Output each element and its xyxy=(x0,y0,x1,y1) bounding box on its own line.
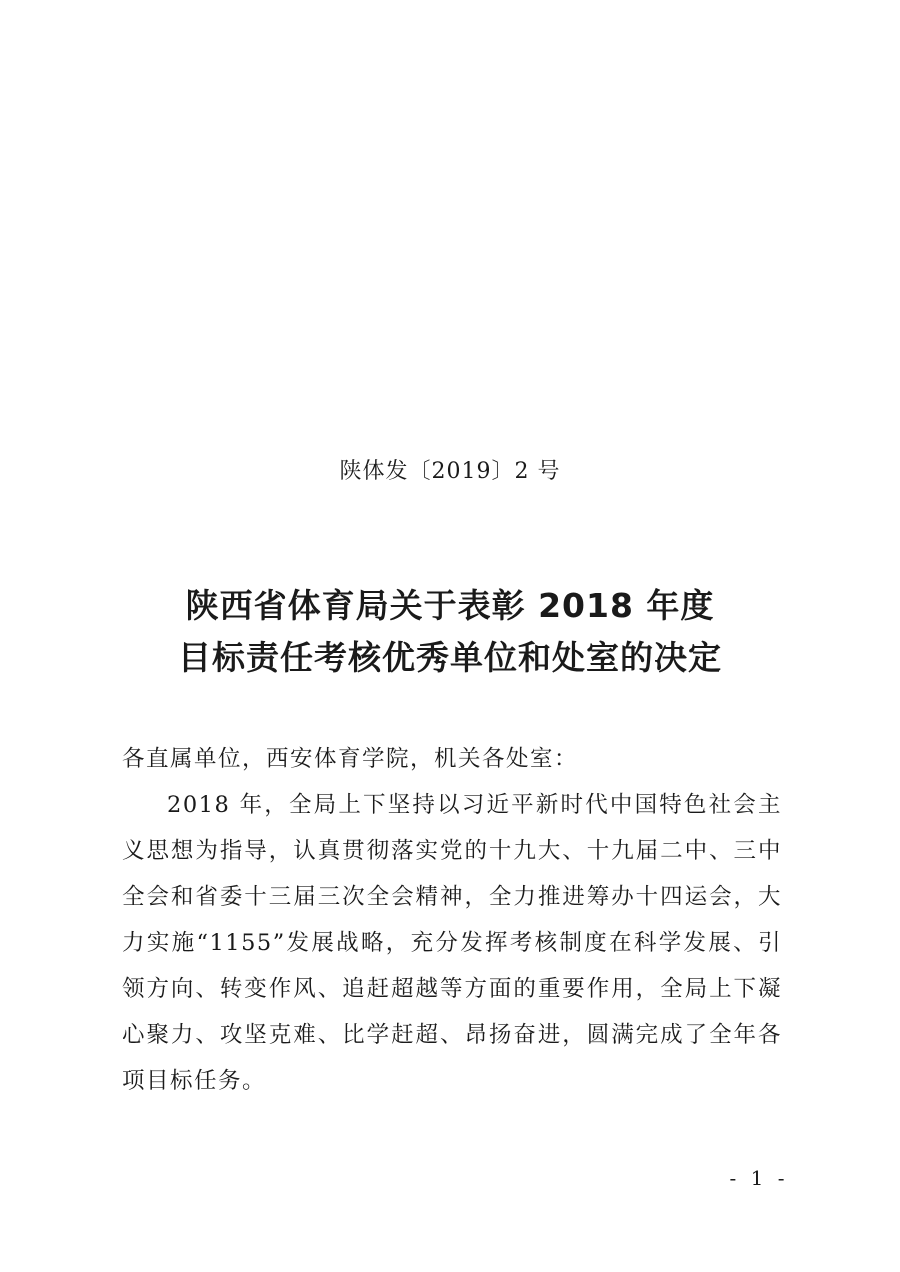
document-body xyxy=(122,736,782,1104)
document-number: 陕体发〔2019〕2 号 xyxy=(339,459,561,484)
title-line-1: 陕西省体育局关于表彰 2018 年度 xyxy=(185,586,715,625)
page-number: - 1 - xyxy=(729,1166,789,1190)
title-line-2: 目标责任考核优秀单位和处室的决定 xyxy=(178,638,722,677)
body-paragraph: 2018 年，全局上下坚持以习近平新时代中国特色社会主义思想为指导，认真贯彻落实党的十九大、十九届二中、三中全会和省委十三届三次全会精神，全力推进筹办十四运会，大力实施“1155”发展战略，充分发挥考核制度在科学发展、引领方向、转变作风、追赶超越等方面的重要作用，全局上下凝心聚力、攻坚克难、比学赶超、昂扬奋进，圆满完成了全年各项目标任务。 xyxy=(122,792,782,1094)
salutation: 各直属单位，西安体育学院，机关各处室： xyxy=(122,746,579,772)
document-title xyxy=(0,580,900,684)
